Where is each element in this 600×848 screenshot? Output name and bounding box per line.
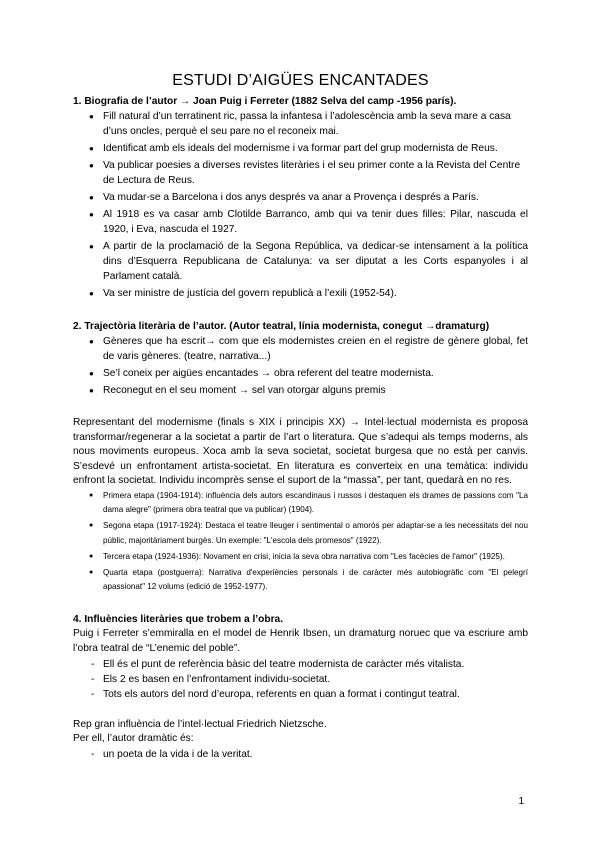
- stage-item: ● Segona etapa (1917-1924): Destaca el teatre lleuger i sentimental o amorós per adaptar-se a les necessitats del nou públic, majoritàriament burgès. Un exemple: "L'escola dels promesos" (1922).: [73, 519, 528, 547]
- bullet-item: ● A partir de la proclamació de la Segona República, va dedicar-se intensament a la política dins d’Esquerra Republicana de Catalunya: va ser diputat a les Corts espanyoles i al Parlament català.: [73, 239, 528, 284]
- dash-item: - Ell és el punt de referència bàsic del teatre modernista de caràcter més vitalista.: [73, 657, 528, 672]
- bullet-item: ● Identificat amb els ideals del modernisme i va formar part del grup modernista de Reus.: [73, 141, 528, 156]
- dash-item: - Els 2 es basen en l’enfrontament individu-societat.: [73, 672, 528, 687]
- influences-dash-list: [73, 657, 528, 702]
- bullet-item: ● Gèneres que ha escrit→ com que els modernistes creien en el registre de gènere global, fet de varis gèneres. (teatre, narrativa...): [73, 334, 528, 364]
- section-1-heading: 1. Biografia de l’autor → Joan Puig i Ferreter (1882 Selva del camp -1956 parís).: [73, 96, 457, 107]
- page-title: ESTUDI D’AIGÜES ENCANTADES: [172, 72, 429, 89]
- bullet-item: ● Va publicar poesies a diverses revistes literàries i el seu primer conte a la Revista del Centre de Lectura de Reus.: [73, 158, 528, 188]
- section-2-bullet-list: [73, 334, 528, 398]
- spacer: [73, 400, 528, 416]
- stage-item: ● Primera etapa (1904-1914): influència dels autors escandinaus i russos i destaquen els drames de passions com "La dama alegre" (primera obra teatral que va publicar) (1904).: [73, 489, 528, 517]
- dash-item: - un poeta de la vida i de la veritat.: [73, 747, 528, 762]
- spacer: [73, 596, 528, 612]
- bullet-item: ● Reconegut en el seu moment → sel van otorgar alguns premis: [73, 383, 528, 398]
- bullet-item: ● Al 1918 es va casar amb Clotilde Barranco, amb qui va tenir dues filles: Pilar, nascuda el 1920, i Eva, nascuda el 1927.: [73, 207, 528, 237]
- bullet-item: ● Va mudar-se a Barcelona i dos anys després va anar a Provença i després a París.: [73, 190, 528, 205]
- stage-item: ● Quarta etapa (postguerra): Narrativa d'experiències personals i de caràcter més autobiogràfic com "El pelegrí apassionat" 12 volums (edició de 1952-1977).: [73, 566, 528, 594]
- section-2-heading: 2. Trajectòria literària de l’autor. (Autor teatral, línia modernista, conegut →dramaturg): [73, 321, 490, 332]
- spacer: [73, 303, 528, 319]
- page-number: 1: [518, 796, 524, 807]
- section-4-heading: 4. Influències literàries que trobem a l’obra.: [73, 614, 284, 626]
- author-line: Per ell, l’autor dramàtic és:: [73, 733, 194, 745]
- nietzsche-line: Rep gran influència de l’intel·lectual Friedrich Nietzsche.: [73, 718, 327, 730]
- modernism-paragraph: Representant del modernisme (finals s XIX i principis XX) → Intel·lectual modernista es proposa transformar/regenerar a la societat a partir de l’art o literatura. Que s’adequi als temps moderns, als nous moviments europeus. Xoca amb la seva societat, societat burgesa que no està per canvis. S’esdevé un enfrontament artista-societat. En literatura es converteix en una temàtica: individu enfront la societat. Individu incomprès sense el suport de la “massa”, per tant, quedarà en no res.: [73, 417, 528, 487]
- author-dash-list: [73, 747, 528, 762]
- dash-item: - Tots els autors del nord d’europa, referents en quan a format i contingut teatral.: [73, 687, 528, 702]
- bullet-item: ● Va ser ministre de justícia del govern republicà a l’exili (1952-54).: [73, 286, 528, 301]
- stage-item: ● Tercera etapa (1924-1936): Novament en crisi, inicia la seva obra narrativa com "Les facècies de l'amor" (1925).: [73, 550, 528, 564]
- ibsen-paragraph: Puig i Ferreter s’emmiralla en el model de Henrik Ibsen, un dramaturg noruec que va escriure amb l’obra teatral de “L’enemic del poble”.: [73, 628, 528, 654]
- bullet-item: ● Se’l coneix per aigües encantades → obra referent del teatre modernista.: [73, 366, 528, 381]
- bullet-item: ● Fill natural d’un terratinent ric, passa la infantesa i l’adolescència amb la seva mare a casa d’uns oncles, perquè el seu pare no el reconeix mai.: [73, 109, 528, 139]
- stages-list: [73, 489, 528, 594]
- document-content: [73, 72, 528, 762]
- section-1-bullet-list: [73, 109, 528, 301]
- spacer: [73, 702, 528, 718]
